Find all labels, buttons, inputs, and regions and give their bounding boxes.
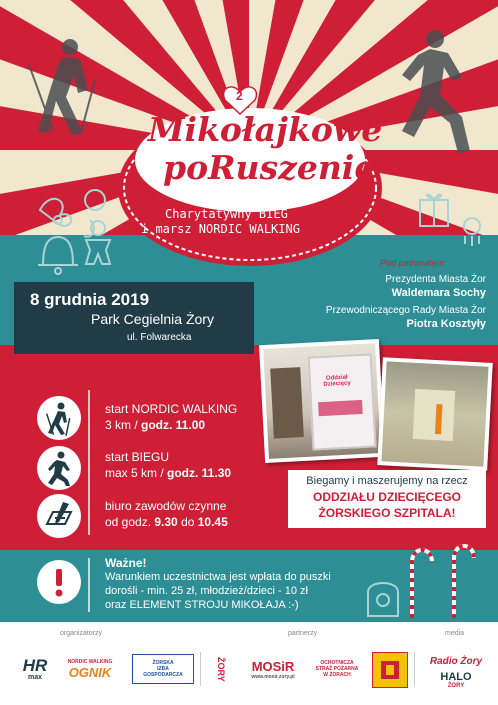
partners-label: partnerzy — [288, 630, 318, 637]
gingerbread-icon — [78, 218, 118, 268]
media-label: media — [445, 630, 465, 637]
charity-line2: ODDZIAŁU DZIECIĘCEGO — [312, 490, 461, 504]
schedule-2-line1: start BIEGU — [105, 450, 170, 464]
event-date: 8 grudnia 2019 — [30, 290, 150, 309]
radio-zory-logo: Radio Żory — [429, 655, 483, 667]
nordic-walker-silhouette — [8, 35, 118, 135]
schedule-2-line2: max 5 km / godz. 11.30 — [105, 466, 232, 480]
halo-zory-logo: HALO ŻORY — [440, 671, 472, 689]
santa-sack-icon — [358, 572, 408, 620]
notice-line1: Warunkiem uczestnictwa jest wpłata do puszki — [105, 571, 331, 583]
charity-line1: Biegamy i maszerujemy na rzecz — [306, 475, 468, 487]
gift-icon — [410, 180, 490, 250]
pen-paper-icon — [37, 494, 81, 538]
edition-number: 2 — [236, 89, 243, 103]
title-line2: poRuszenie — [163, 148, 376, 187]
ognik-logo: NORDIC WALKING OGNIK — [67, 658, 113, 680]
title-line1: Mikołajkowe — [148, 110, 383, 149]
patron1-role: Prezydenta Miasta Żor — [385, 274, 486, 285]
zig-logo: ŻORSKA IZBA GOSPODARCZA — [132, 654, 194, 684]
schedule-3-line1: biuro zawodów czynne — [105, 499, 227, 513]
notice-heading: Ważne! — [105, 556, 147, 570]
event-street: ul. Folwarecka — [127, 332, 192, 343]
organizers-label: organizatorzy — [60, 630, 103, 637]
hospital-corridor-photo — [377, 357, 493, 471]
exclamation-icon — [37, 560, 81, 604]
patron2-name: Piotra Kosztyły — [406, 318, 486, 330]
patron2-role: Przewodniczącego Rady Miasta Żor — [325, 305, 486, 316]
mosir-logo: MOSiR www.mosir.zory.pl — [251, 658, 295, 680]
ward-sign-line1: Oddział — [325, 374, 348, 382]
schedule-1-line2: 3 km / godz. 11.00 — [105, 418, 206, 432]
event-place: Park Cegielnia Żory — [91, 311, 214, 327]
schedule-3-line2: od godz. 9.30 do 10.45 — [105, 515, 228, 529]
zory-city-logo: ŻORY — [216, 656, 226, 682]
schedule-1-line1: start NORDIC WALKING — [105, 402, 238, 416]
notice-line3: oraz ELEMENT STROJU MIKOŁAJA :-) — [105, 599, 299, 611]
hr-max-logo: HR max — [22, 655, 48, 681]
coat-of-arms-logo — [372, 652, 408, 688]
hospital-ward-photo — [259, 339, 385, 463]
charity-line3: ŻORSKIEGO SZPITALA! — [318, 506, 456, 520]
sponsors-footer — [0, 622, 498, 705]
runner-icon — [37, 446, 81, 490]
subtitle-line1: Charytatywny BIEG — [165, 207, 288, 221]
osp-logo: OCHOTNICZA STRAŻ POŻARNA W ŻORACH — [315, 660, 359, 678]
ward-sign-line2: Dziecięcy — [323, 380, 351, 388]
notice-line2: dorośli - min. 25 zł, młodzież/dzieci - 10 zł — [105, 585, 308, 597]
patronage-heading: Pod patronatem: — [380, 258, 447, 268]
subtitle-line2: i marsz NORDIC WALKING — [141, 222, 300, 236]
patron1-name: Waldemara Sochy — [391, 287, 486, 299]
nordic-walker-icon — [37, 396, 81, 440]
runner-silhouette — [390, 25, 495, 155]
